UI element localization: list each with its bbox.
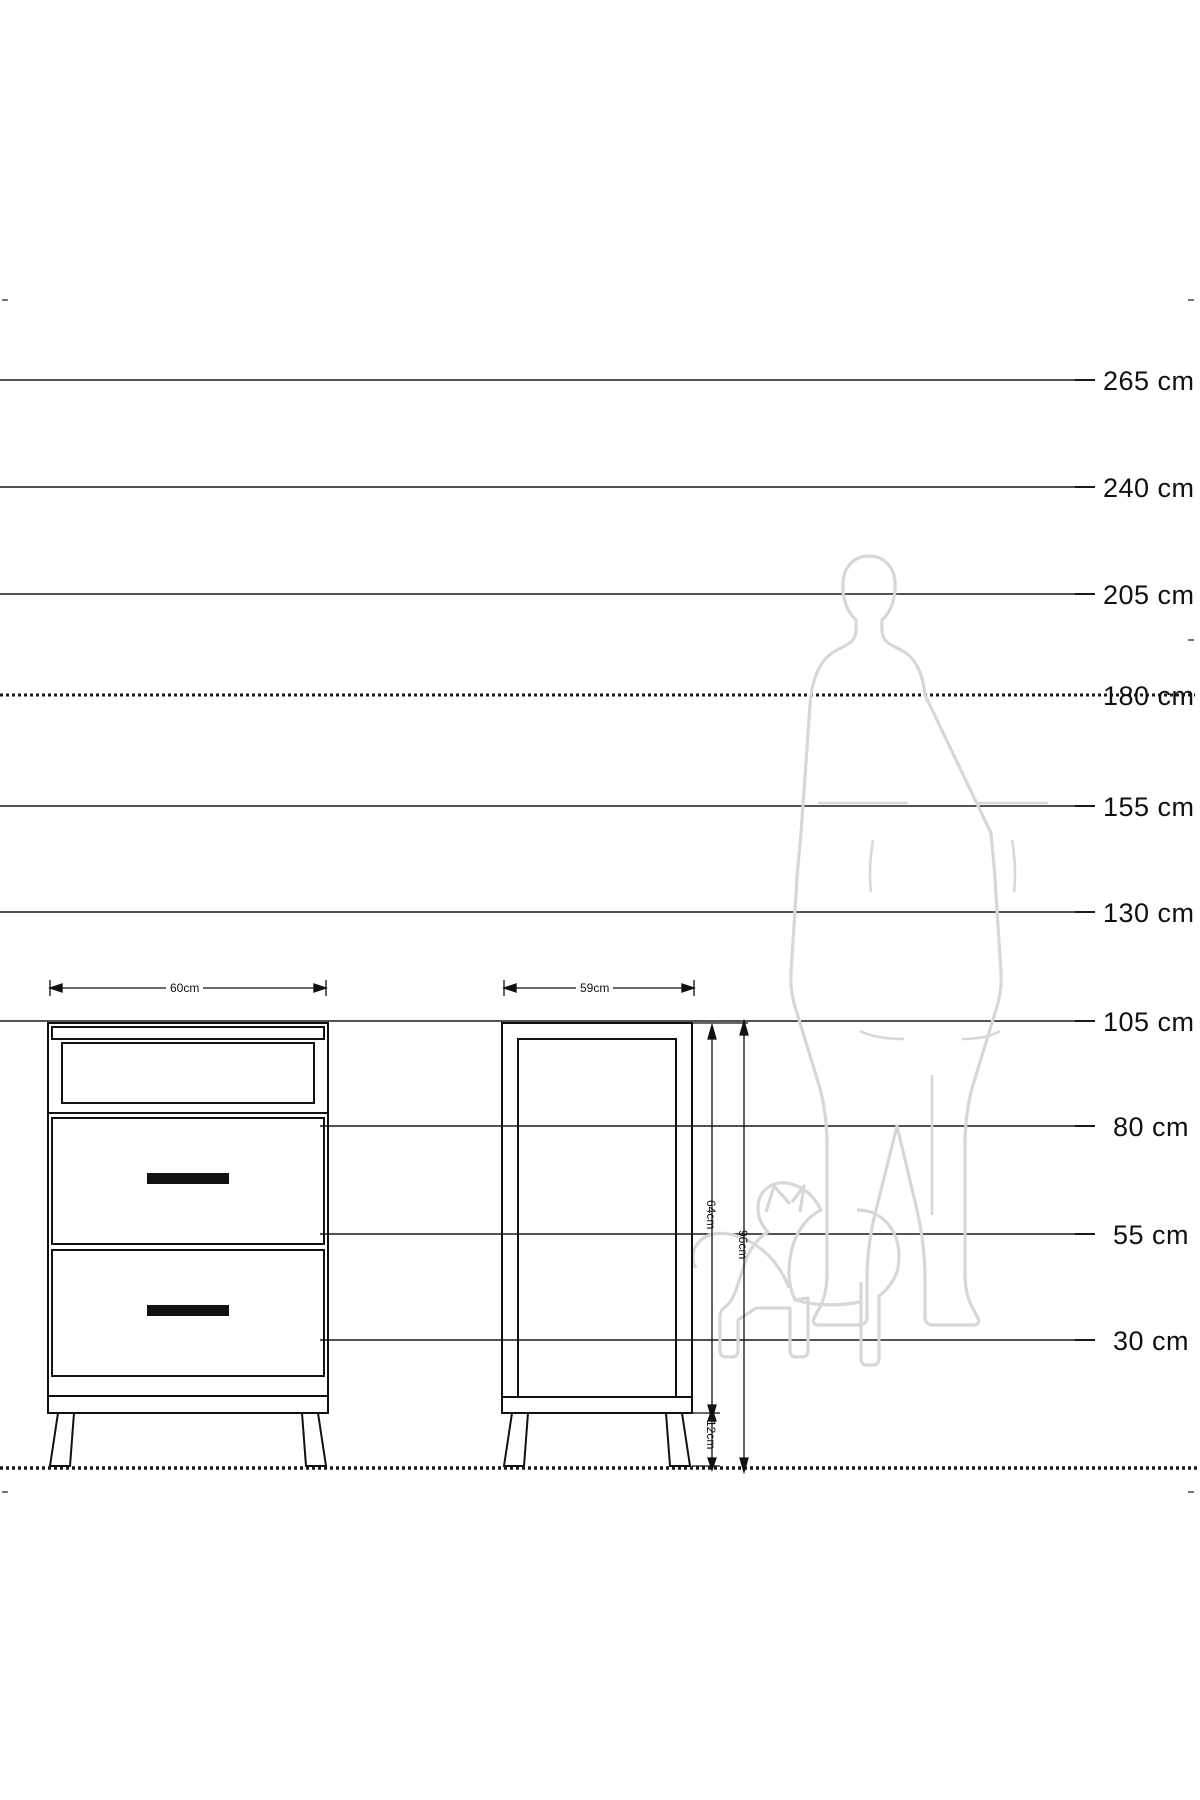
dim-label-total-height: 96cm xyxy=(736,1230,750,1260)
scale-label-265: 265 cm xyxy=(1103,366,1195,396)
dim-60-arrow-left xyxy=(50,984,62,992)
nightstand-handle-lower xyxy=(148,1306,228,1315)
dim-64-arrow-top xyxy=(708,1025,716,1039)
dim-60-arrow-right xyxy=(314,984,326,992)
nightstand-body xyxy=(48,1023,328,1413)
dim-label-cabinet-width: 60cm xyxy=(166,981,203,995)
dimension-annotations xyxy=(50,980,748,1472)
dim-59-arrow-right xyxy=(682,984,694,992)
scale-label-180: 180 cm xyxy=(1103,681,1195,711)
scale-label-155: 155 cm xyxy=(1103,792,1195,822)
open-cabinet-inner xyxy=(518,1039,676,1397)
open-cabinet xyxy=(502,1023,692,1466)
scale-label-105: 105 cm xyxy=(1103,1007,1195,1037)
nightstand-leg-left xyxy=(50,1413,74,1466)
dim-59-arrow-left xyxy=(504,984,516,992)
human-silhouette xyxy=(791,556,1048,1325)
scale-label-130: 130 cm xyxy=(1103,898,1195,928)
dim-label-inner-height: 64cm xyxy=(704,1200,718,1230)
dim-96-arrow-bottom xyxy=(740,1458,748,1472)
nightstand-handle-upper xyxy=(148,1174,228,1183)
open-cabinet-leg-left xyxy=(504,1413,528,1466)
scale-label-240: 240 cm xyxy=(1103,473,1195,503)
open-cabinet-body xyxy=(502,1023,692,1413)
nightstand-with-drawers xyxy=(48,1023,328,1466)
dim-label-leg-height: 12cm xyxy=(704,1420,718,1450)
scale-label-205: 205 cm xyxy=(1103,580,1195,610)
open-cabinet-leg-right xyxy=(666,1413,690,1466)
nightstand-leg-right xyxy=(302,1413,326,1466)
scale-label-55: 55 cm xyxy=(1113,1220,1190,1250)
scale-label-80: 80 cm xyxy=(1113,1112,1190,1142)
nightstand-open-shelf xyxy=(62,1043,314,1103)
scale-label-30: 30 cm xyxy=(1113,1326,1190,1356)
nightstand-top-panel xyxy=(52,1027,324,1039)
dim-label-section-width: 59cm xyxy=(576,981,613,995)
